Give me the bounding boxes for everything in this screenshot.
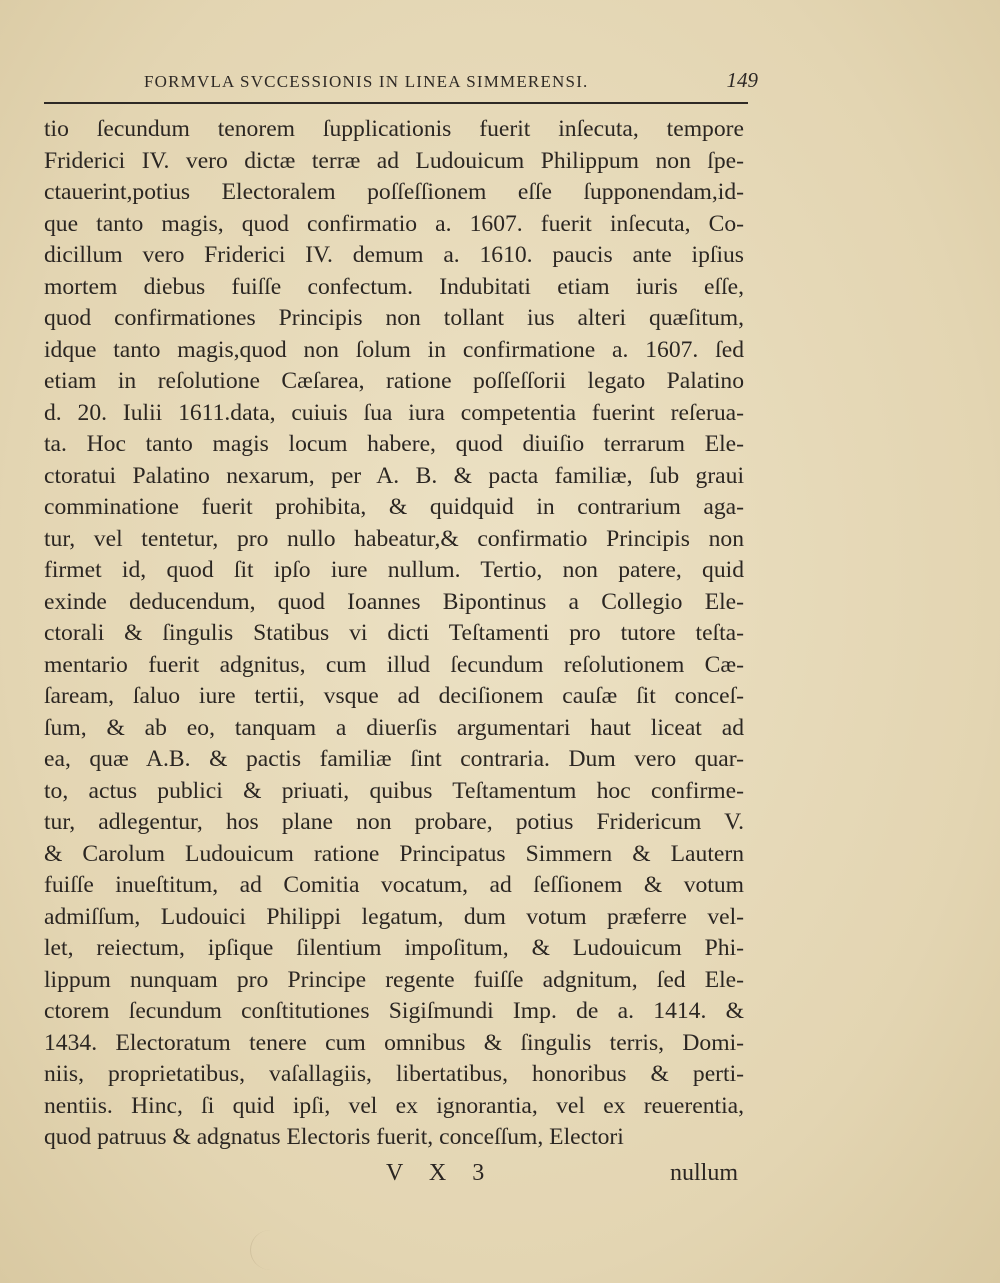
text-line: dicillum vero Friderici IV. demum a. 1610. paucis ante ipſius xyxy=(44,242,744,268)
text-line: & Carolum Ludouicum ratione Principatus Simmern & Lautern xyxy=(44,840,744,867)
text-line: mentario fuerit adgnitus, cum illud ſecundum reſolutionem Cæ- xyxy=(44,651,744,678)
text-line: admiſſum, Ludouici Philippi legatum, dum votum præferre vel- xyxy=(44,903,744,930)
text-line: d. 20. Iulii 1611.data, cuiuis ſua iura competentia fuerint reſerua- xyxy=(44,399,744,426)
signature-mark: V X 3 xyxy=(386,1160,495,1186)
text-line: exinde deducendum, quod Ioannes Bipontinus a Collegio Ele- xyxy=(44,588,744,615)
text-line: etiam in reſolutione Cæſarea, ratione poſſeſſorii legato Palatino xyxy=(44,368,744,394)
header-rule xyxy=(44,102,748,104)
paper-stain xyxy=(250,1230,291,1270)
text-line: ſaream, ſaluo iure tertii, vsque ad deciſionem cauſæ ſit conceſ- xyxy=(44,683,744,709)
text-line: tur, adlegentur, hos plane non probare, potius Fridericum V. xyxy=(44,809,744,835)
text-line: ctoratui Palatino nexarum, per A. B. & pacta familiæ, ſub graui xyxy=(44,462,744,489)
text-line: Friderici IV. vero dictæ terræ ad Ludouicum Philippum non ſpe- xyxy=(44,147,744,174)
text-line: comminatione fuerit prohibita, & quidquid in contrarium aga- xyxy=(44,494,744,520)
text-line: mortem diebus fuiſſe confectum. Indubitati etiam iuris eſſe, xyxy=(44,273,744,300)
text-line: quod patruus & adgnatus Electoris fuerit, conceſſum, Electori xyxy=(44,1124,624,1150)
text-line: lippum nunquam pro Principe regente fuiſſe adgnitum, ſed Ele- xyxy=(44,966,744,993)
text-line: fuiſſe inueſtitum, ad Comitia vocatum, ad ſeſſionem & votum xyxy=(44,872,744,898)
text-line: que tanto magis, quod confirmatio a. 1607. fuerit inſecuta, Co- xyxy=(44,210,744,237)
running-head: FORMVLA SVCCESSIONIS IN LINEA SIMMERENSI. xyxy=(144,72,589,91)
page-header xyxy=(44,64,770,94)
text-line: ctorem ſecundum conſtitutiones Sigiſmundi Imp. de a. 1414. & xyxy=(44,998,744,1024)
text-line: nentiis. Hinc, ſi quid ipſi, vel ex ignorantia, vel ex reuerentia, xyxy=(44,1092,744,1119)
text-line: to, actus publici & priuati, quibus Teſtamentum hoc confirme- xyxy=(44,777,744,804)
page-footer xyxy=(44,1156,744,1192)
catchword: nullum xyxy=(669,1160,738,1186)
text-line: tur, vel tentetur, pro nullo habeatur,& confirmatio Principis non xyxy=(44,525,744,552)
text-line: ſum, & ab eo, tanquam a diuerſis argumentari haut liceat ad xyxy=(44,714,744,741)
text-line: tio ſecundum tenorem ſupplicationis fuerit inſecuta, tempore xyxy=(44,116,744,142)
page-number: 149 xyxy=(726,68,758,92)
text-line: ctorali & ſingulis Statibus vi dicti Teſtamenti pro tutore teſta- xyxy=(44,620,744,646)
body-text xyxy=(44,114,744,1154)
text-line: ctauerint,potius Electoralem poſſeſſionem eſſe ſupponendam,id- xyxy=(44,179,744,205)
text-line: ta. Hoc tanto magis locum habere, quod diuiſio terrarum Ele- xyxy=(44,431,744,457)
text-line: idque tanto magis,quod non ſolum in confirmatione a. 1607. ſed xyxy=(44,336,744,363)
text-line: 1434. Electoratum tenere cum omnibus & ſingulis terris, Domi- xyxy=(44,1029,744,1056)
text-line: firmet id, quod ſit ipſo iure nullum. Tertio, non patere, quid xyxy=(44,557,744,583)
text-line: ea, quæ A.B. & pactis familiæ ſint contraria. Dum vero quar- xyxy=(44,746,744,772)
text-line: let, reiectum, ipſique ſilentium impoſitum, & Ludouicum Phi- xyxy=(44,935,744,961)
text-line: niis, proprietatibus, vaſallagiis, libertatibus, honoribus & perti- xyxy=(44,1061,744,1087)
text-line: quod confirmationes Principis non tollant ius alteri quæſitum, xyxy=(44,305,744,331)
